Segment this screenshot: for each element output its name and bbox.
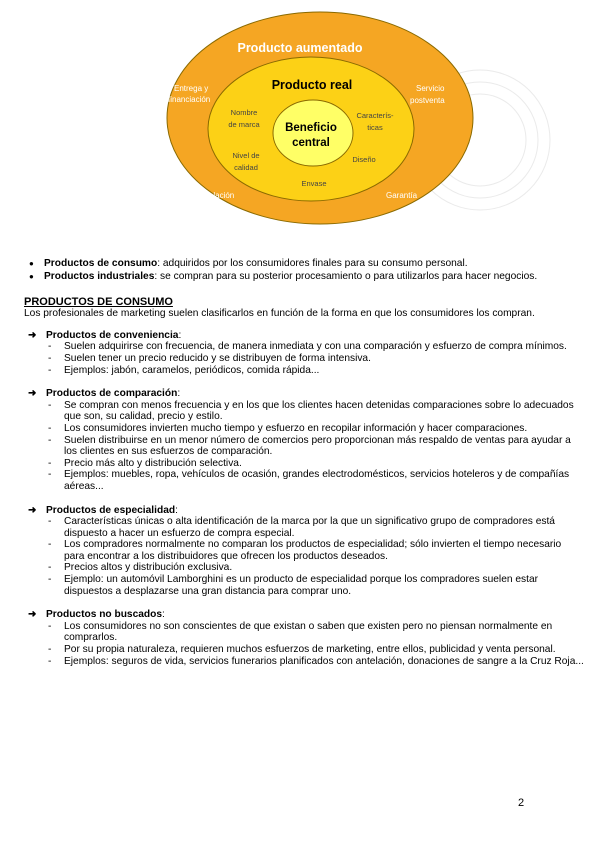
outer-title: Producto aumentado [237, 41, 363, 55]
list-item: - Por su propia naturaleza, requieren muchos esfuerzos de marketing, entre ellos, publicidad y venta personal. [24, 644, 584, 656]
label-entrega-2: financiación [168, 95, 211, 104]
list-item: - Precio más alto y distribución selectiva. [24, 458, 584, 470]
label-servicio: Servicio [416, 84, 445, 93]
label-diseno: Diseño [352, 155, 376, 164]
label-envase: Envase [301, 179, 327, 188]
intro-text: : se compran para su posterior procesamiento o para utilizarlos para hacer negocios. [154, 270, 538, 282]
category-title: Productos no buscados [46, 609, 163, 621]
list-item [24, 258, 584, 270]
category-items [24, 621, 584, 667]
category-no-buscados [24, 609, 584, 667]
intro-term: Productos de consumo [44, 258, 158, 269]
core-title-line1: Beneficio [285, 122, 337, 134]
product-levels-diagram [0, 0, 600, 240]
list-item: - Suelen distribuirse en un menor número de comercios pero proporcionan más respaldo de ventas para ayudar a los clientes en sus esfuerzos de comparación. [24, 435, 584, 458]
category-items [24, 341, 584, 376]
intro-list [24, 258, 584, 282]
list-item: - Los compradores normalmente no comparan los productos de especialidad; sólo invierten el tiempo necesario para encontrar a los distribuidores que ofrecen los productos deseados. [24, 539, 584, 562]
intro-text: : adquiridos por los consumidores finales para su consumo personal. [157, 258, 468, 269]
category-comparacion [24, 388, 584, 492]
category-title: Productos de especialidad [46, 504, 176, 516]
label-nombre-2: de marca [228, 120, 260, 129]
list-item: - Los consumidores invierten mucho tiempo y esfuerzo en recopilar información y hacer comparaciones. [24, 423, 584, 435]
arrow-icon: ➜ [28, 504, 37, 516]
category-heading: ➜ Productos no buscados: [28, 609, 165, 621]
list-item [24, 271, 584, 283]
list-item: - Se compran con menos frecuencia y en los que los clientes hacen detenidas comparaciones sobre lo adecuados que son, su calidad, precio y estilo. [24, 400, 584, 423]
page-number: 2 [518, 797, 525, 809]
category-items [24, 400, 584, 493]
list-item: - Ejemplos: seguros de vida, servicios funerarios planificados con antelación, donaciones de sangre a la Cruz Roja... [24, 656, 584, 668]
label-nivel-2: calidad [234, 163, 258, 172]
category-title: Productos de conveniencia [46, 329, 179, 341]
category-heading: ➜ Productos de comparación: [28, 388, 181, 400]
label-caracteristicas-2: ticas [367, 123, 383, 132]
list-item: - Ejemplos: jabón, caramelos, periódicos, comida rápida... [24, 365, 584, 377]
middle-title: Producto real [271, 78, 353, 92]
section-lead: Los profesionales de marketing suelen clasificarlos en función de la forma en que los consumidores los compran. [24, 308, 535, 320]
category-items [24, 516, 584, 597]
label-servicio-2: postventa [410, 96, 445, 105]
category-title: Productos de comparación [46, 388, 178, 400]
category-especialidad [24, 505, 584, 598]
intro-term: Productos industriales [44, 270, 155, 282]
list-item: - Suelen tener un precio reducido y se distribuyen de forma intensiva. [24, 353, 584, 365]
core-title-line2: central [292, 137, 330, 149]
category-heading: ➜ Productos de conveniencia: [28, 329, 182, 341]
label-caracteristicas: Caracterís- [356, 111, 394, 120]
label-instalacion: Instalación [196, 191, 235, 200]
list-item: - Precios altos y distribución exclusiva. [24, 562, 584, 574]
list-item: - Los consumidores no son conscientes de que existan o saben que existen pero no piensan normalmente en comprarlos. [24, 621, 584, 644]
category-conveniencia [24, 330, 584, 376]
list-item: - Ejemplo: un automóvil Lamborghini es un producto de especialidad porque los compradores suelen estar dispuestos a desplazarse una gran distancia para comprar uno. [24, 574, 584, 597]
label-entrega: Entrega y [174, 84, 209, 93]
list-item: - Características únicas o alta identificación de la marca por la que un significativo grupo de compradores está dispuesto a hacer un esfuerzo de compra especial. [24, 516, 584, 539]
label-nivel: Nivel de [232, 151, 260, 160]
document-body [24, 258, 584, 679]
arrow-icon: ➜ [28, 388, 37, 400]
arrow-icon: ➜ [28, 329, 37, 341]
label-nombre: Nombre [230, 108, 258, 117]
list-item: - Suelen adquirirse con frecuencia, de manera inmediata y con una comparación y esfuerzo de compra mínimos. [24, 341, 584, 353]
list-item: - Ejemplos: muebles, ropa, vehículos de ocasión, grandes electrodomésticos, servicios hoteleros y de compañías aéreas... [24, 469, 584, 492]
label-garantia: Garantía [386, 191, 418, 200]
section-title: PRODUCTOS DE CONSUMO [24, 296, 173, 309]
arrow-icon: ➜ [28, 609, 37, 621]
category-heading: ➜ Productos de especialidad: [28, 504, 178, 516]
